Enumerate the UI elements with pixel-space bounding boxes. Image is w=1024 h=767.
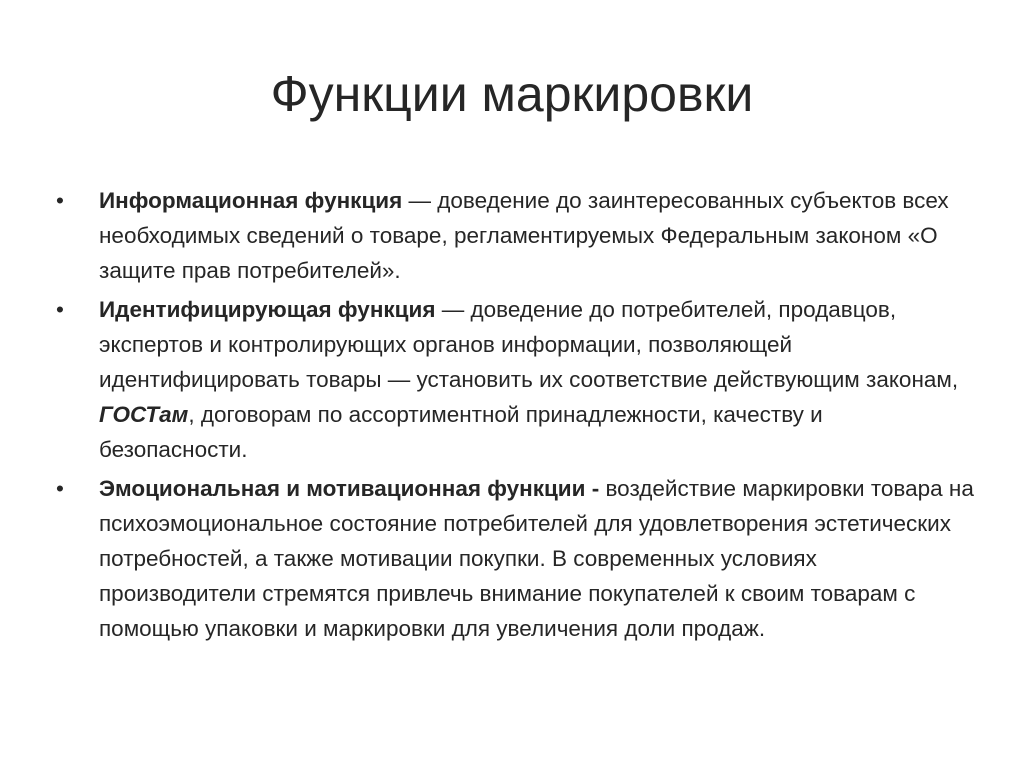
bullet-dot-icon: • [56,297,64,322]
bullet-item-informational [56,183,976,288]
bullet-text: доведение до заинтересованных субъектов всех необходимых сведений о товаре, регламентируемых Федеральным законом «О защите прав потребителей». [99,188,949,283]
slide-title: Функции маркировки [270,66,754,122]
bullet-list [56,183,976,650]
bullet-item-identifying [56,292,976,467]
bullet-text: доведение до потребителей, продавцов, экспертов и контролирующих органов информации, позволяющей идентифицировать товары — установить их соответствие действующим законам, [99,297,959,392]
bullet-text-after: , договорам по ассортиментной принадлежности, качеству и безопасности. [99,402,823,462]
bullet-emphasis: ГОСТам [99,402,189,427]
bullet-dot-icon: • [56,188,64,213]
bullet-term: Информационная функция [99,188,403,213]
bullet-text: воздействие маркировки товара на психоэмоциональное состояние потребителей для удовлетворения эстетических потребностей, а также мотивации покупки. В современных условиях производители стремятся привлечь внимание покупателей к своим товарам с помощью упаковки и маркировки для увеличения доли продаж. [99,476,974,641]
bullet-separator: — [435,297,471,322]
bullet-term: Идентифицирующая функция [99,297,436,322]
bullet-item-emotional [56,471,976,646]
bullet-term: Эмоциональная и мотивационная функции - [99,476,600,501]
bullet-separator: — [402,188,438,213]
bullet-dot-icon: • [56,476,64,501]
